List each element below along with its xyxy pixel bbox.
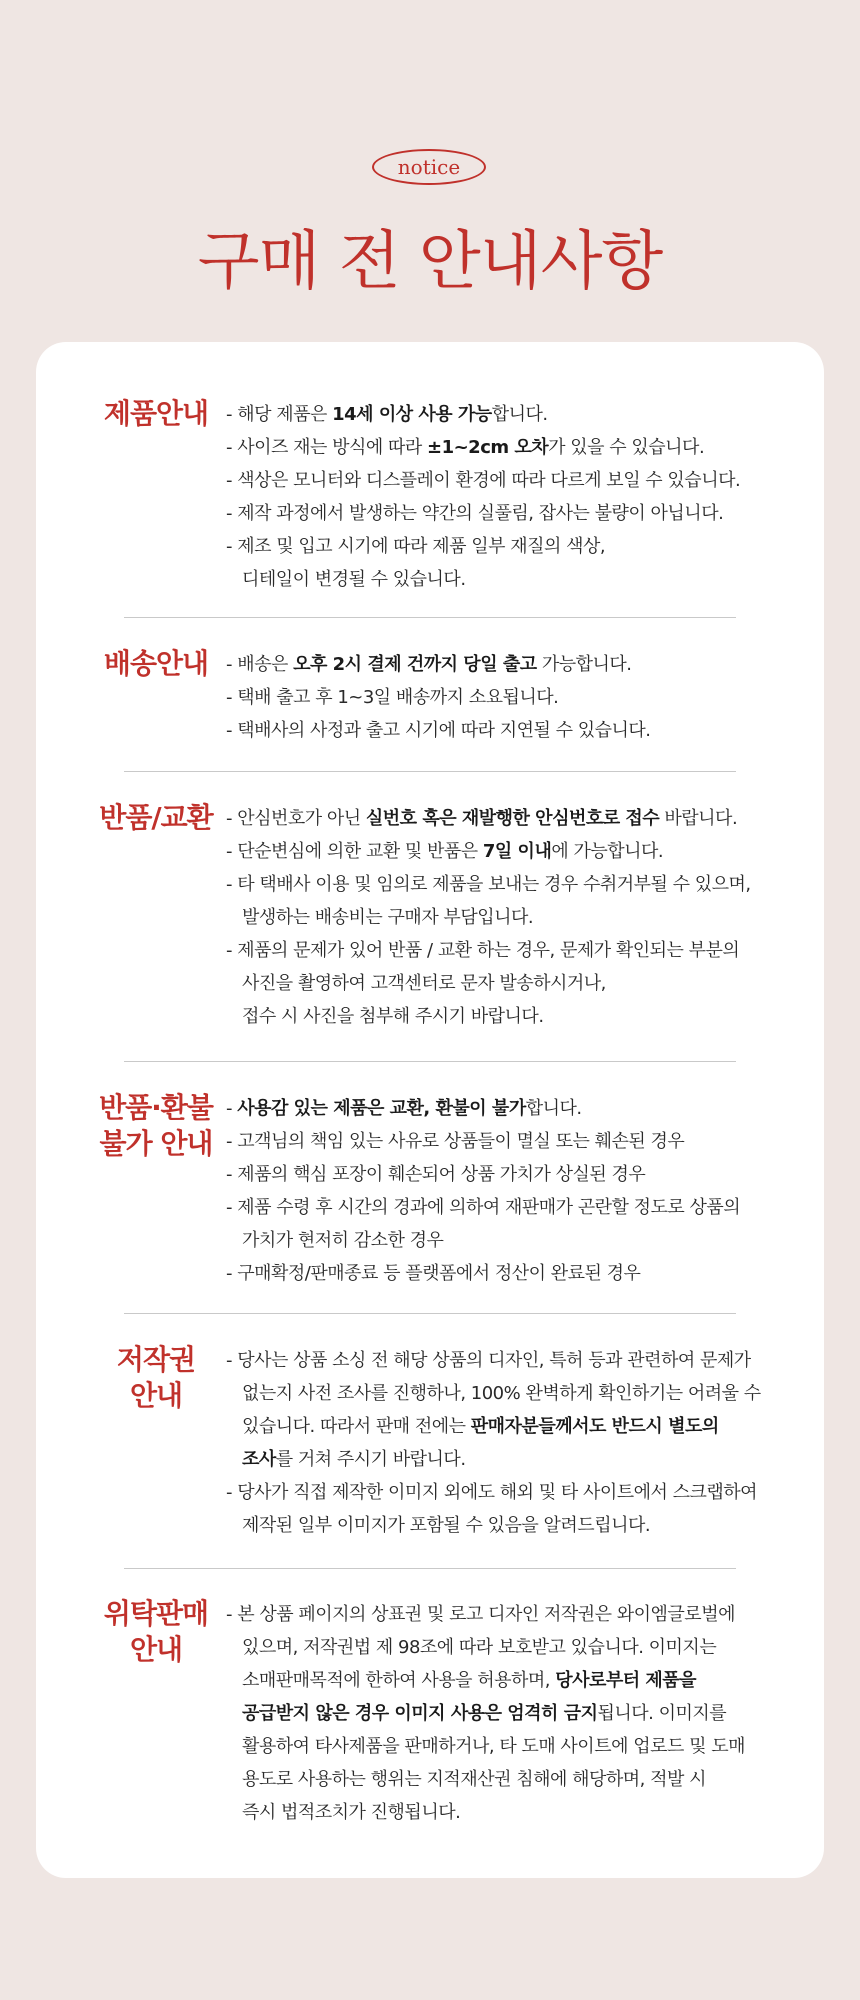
text: 합니다. (525, 1098, 582, 1119)
text: - 택배사의 사정과 출고 시기에 따라 지연될 수 있습니다. (226, 720, 651, 741)
text: 바랍니다. (659, 808, 738, 829)
text: - 당사가 직접 제작한 이미지 외에도 해외 및 타 사이트에서 스크랩하여 제작된 일부 이미지가 포함될 수 있음을 알려드립니다. (226, 1482, 758, 1536)
bullet-item (226, 1476, 816, 1542)
notice-badge: notice (372, 149, 486, 185)
text: - 안심번호가 아닌 (226, 808, 366, 829)
bullet-item (226, 1125, 816, 1158)
text: - 본 상품 페이지의 상표권 및 로고 디자인 저작권은 와이엠글로벌에 있으며, 저작권법 제 98조에 따라 보호받고 있습니다. 이미지는 소매판매목적에 한하여 사용을 허용하며, (226, 1604, 735, 1691)
section-list (226, 648, 816, 747)
bullet-item (226, 1191, 816, 1257)
bullet-item (226, 398, 816, 431)
bold-text: 오후 2시 결제 건까지 당일 출고 (293, 654, 537, 675)
text: - 제품의 핵심 포장이 훼손되어 상품 가치가 상실된 경우 (226, 1164, 646, 1185)
text: - 제품 수령 후 시간의 경과에 의하여 재판매가 곤란할 정도로 상품의 가치가 현저히 감소한 경우 (226, 1197, 741, 1251)
section-list (226, 1092, 816, 1290)
bold-text: 14세 이상 사용 가능 (332, 404, 492, 425)
info-card (36, 342, 824, 1878)
bullet-item (226, 835, 816, 868)
bullet-item (226, 1158, 816, 1191)
text: - (226, 1098, 238, 1119)
text: 가 있을 수 있습니다. (548, 437, 705, 458)
text: - 해당 제품은 (226, 404, 333, 425)
section-list (226, 1598, 816, 1829)
section-divider (124, 771, 736, 772)
bold-text: 7일 이내 (482, 841, 552, 862)
section-title-line: 반품/교환 (99, 801, 213, 834)
section-title-line: 불가 안내 (99, 1127, 213, 1160)
text: - 구매확정/판매종료 등 플랫폼에서 정산이 완료된 경우 (226, 1263, 641, 1284)
bold-text: 당사로부터 제품을 공급받지 않은 경우 이미지 사용은 엄격히 금지 (242, 1670, 697, 1724)
section-divider (124, 617, 736, 618)
section-title-line: 배송안내 (103, 647, 209, 680)
text: 를 거쳐 주시기 바랍니다. (275, 1449, 466, 1470)
section-title-line: 안내 (129, 1379, 183, 1412)
text: 합니다. (491, 404, 548, 425)
section-list (226, 398, 816, 596)
bullet-item (226, 714, 816, 747)
page-title: 구매 전 안내사항 (197, 225, 663, 299)
section-list (226, 802, 816, 1033)
text: 됩니다. 이미지를 활용하여 타사제품을 판매하거나, 타 도매 사이트에 업로드 및 도매 용도로 사용하는 행위는 지적재산권 침해에 해당하며, 적발 시 즉시 법적조치가 진행됩니다. (242, 1703, 745, 1823)
section-list (226, 1344, 816, 1542)
text: - 배송은 (226, 654, 294, 675)
text: - 제조 및 입고 시기에 따라 제품 일부 재질의 색상, 디테일이 변경될 수 있습니다. (226, 536, 606, 590)
text: 가능합니다. (536, 654, 632, 675)
bullet-item (226, 1092, 816, 1125)
section-divider (124, 1061, 736, 1062)
bullet-item (226, 934, 816, 1033)
text: - 당사는 상품 소싱 전 해당 상품의 디자인, 특허 등과 관련하여 문제가 없는지 사전 조사를 진행하나, 100% 완벽하게 확인하기는 어려울 수 있습니다. 따라서 판매 전에는 (226, 1350, 761, 1437)
text: - 사이즈 재는 방식에 따라 (226, 437, 427, 458)
bullet-item (226, 648, 816, 681)
bullet-item (226, 868, 816, 934)
bullet-item (226, 1344, 816, 1476)
section-title-line: 안내 (129, 1633, 183, 1666)
bold-text: ±1~2cm 오차 (426, 437, 549, 458)
text: - 타 택배사 이용 및 임의로 제품을 보내는 경우 수취거부될 수 있으며, 발생하는 배송비는 구매자 부담입니다. (226, 874, 751, 928)
bullet-item (226, 464, 816, 497)
bullet-item (226, 431, 816, 464)
text: - 고객님의 책임 있는 사유로 상품들이 멸실 또는 훼손된 경우 (226, 1131, 685, 1152)
bullet-item (226, 802, 816, 835)
section-divider (124, 1313, 736, 1314)
bold-text: 실번호 혹은 재발행한 안심번호로 접수 (365, 808, 660, 829)
text: - 색상은 모니터와 디스플레이 환경에 따라 다르게 보일 수 있습니다. (226, 470, 741, 491)
bullet-item (226, 681, 816, 714)
section-title-line: 위탁판매 (103, 1597, 209, 1630)
bullet-item (226, 1598, 816, 1829)
bullet-item (226, 530, 816, 596)
text: - 단순변심에 의한 교환 및 반품은 (226, 841, 483, 862)
section-title-line: 저작권 (116, 1343, 196, 1376)
section-title-line: 제품안내 (103, 397, 209, 430)
bullet-item (226, 1257, 816, 1290)
bold-text: 판매자분들께서도 반드시 별도의 조사 (242, 1416, 719, 1470)
text: - 택배 출고 후 1~3일 배송까지 소요됩니다. (226, 687, 559, 708)
bullet-item (226, 497, 816, 530)
text: - 제작 과정에서 발생하는 약간의 실풀림, 잡사는 불량이 아닙니다. (226, 503, 724, 524)
bold-text: 사용감 있는 제품은 교환, 환불이 불가 (237, 1098, 526, 1119)
text: - 제품의 문제가 있어 반품 / 교환 하는 경우, 문제가 확인되는 부분의 사진을 촬영하여 고객센터로 문자 발송하시거나, 접수 시 사진을 첨부해 주시기 바랍니다. (226, 940, 740, 1027)
section-divider (124, 1568, 736, 1569)
section-title-line: 반품·환불 (99, 1091, 213, 1124)
text: 에 가능합니다. (551, 841, 664, 862)
